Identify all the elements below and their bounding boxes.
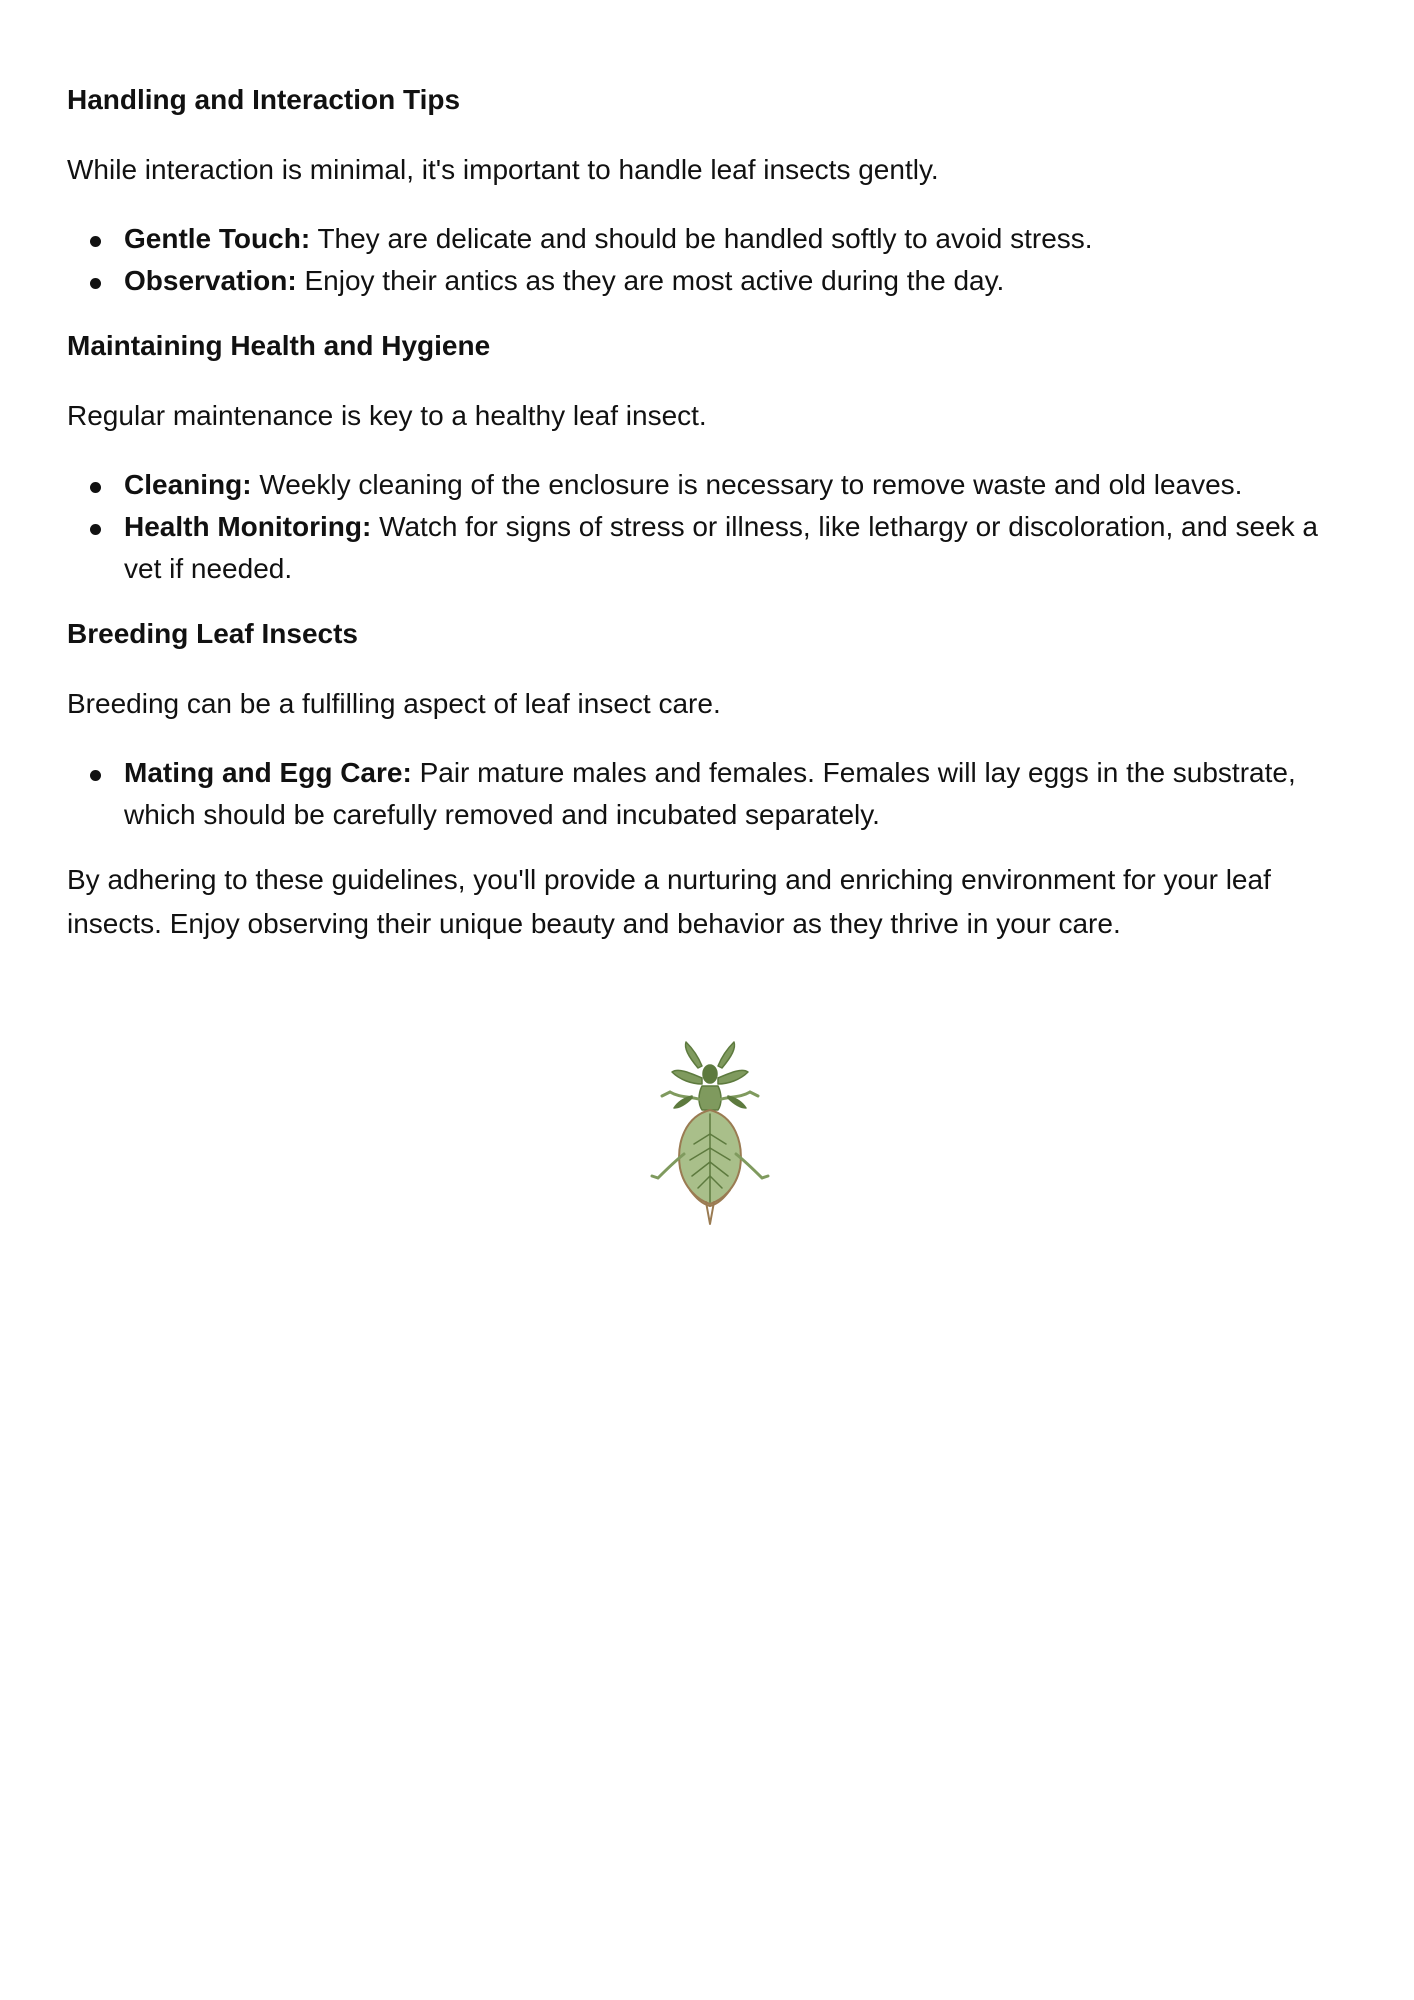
item-text: Enjoy their antics as they are most active during the day. [304, 265, 1005, 296]
section-breeding [67, 612, 1357, 836]
section-heading: Breeding Leaf Insects [67, 618, 358, 649]
section-intro: While interaction is minimal, it's important to handle leaf insects gently. [67, 154, 939, 185]
item-term: Gentle Touch: [124, 223, 311, 254]
section-health [67, 324, 1357, 590]
item-text: Watch for signs of stress or illness, like lethargy or discoloration, and seek a vet if needed. [124, 511, 1319, 584]
section-intro: Breeding can be a fulfilling aspect of leaf insect care. [67, 688, 721, 719]
bullet-list [67, 464, 1357, 590]
list-item [67, 260, 1357, 302]
list-item [67, 218, 1357, 260]
document-body [67, 78, 1357, 972]
section-intro: Regular maintenance is key to a healthy leaf insect. [67, 400, 707, 431]
conclusion-paragraph: By adhering to these guidelines, you'll provide a nurturing and enriching environment for your leaf insects. Enjoy observing their unique beauty and behavior as they thrive in your care. [67, 864, 1271, 939]
item-text: They are delicate and should be handled softly to avoid stress. [317, 223, 1093, 254]
list-item [67, 752, 1357, 836]
section-heading: Maintaining Health and Hygiene [67, 330, 491, 361]
item-text: Weekly cleaning of the enclosure is necessary to remove waste and old leaves. [259, 469, 1243, 500]
bullet-list [67, 218, 1357, 302]
leaf-insect-icon [640, 1038, 780, 1228]
section-heading: Handling and Interaction Tips [67, 84, 461, 115]
item-term: Cleaning: [124, 469, 252, 500]
section-handling [67, 78, 1357, 302]
item-term: Observation: [124, 265, 297, 296]
item-term: Mating and Egg Care: [124, 757, 412, 788]
list-item [67, 506, 1357, 590]
item-term: Health Monitoring: [124, 511, 372, 542]
bullet-list [67, 752, 1357, 836]
list-item [67, 464, 1357, 506]
item-text: Pair mature males and females. Females will lay eggs in the substrate, which should be carefully removed and incubated separately. [124, 757, 1296, 830]
